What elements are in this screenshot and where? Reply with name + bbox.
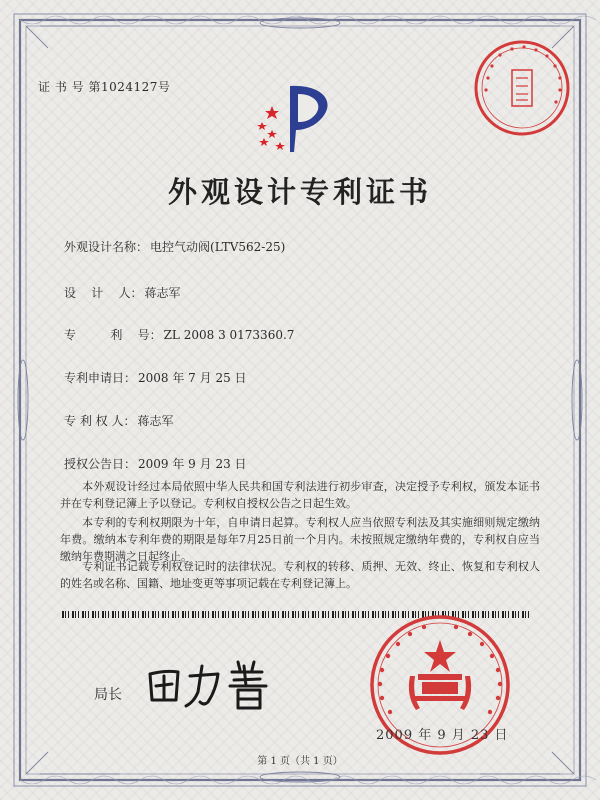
barcode-bar (202, 611, 204, 618)
barcode-bar (128, 611, 129, 618)
barcode-bar (288, 611, 289, 618)
patent-office-logo (250, 78, 345, 158)
barcode-bar (152, 611, 154, 618)
barcode-bar (238, 611, 239, 618)
barcode-bar (338, 611, 339, 618)
field-value: 电控气动阀(LTV562-25) (150, 240, 286, 254)
barcode-bar (245, 611, 246, 618)
barcode-bar (225, 611, 226, 618)
barcode-bar (138, 611, 139, 618)
barcode-bar (162, 611, 164, 618)
field-value: 蒋志军 (137, 414, 174, 428)
field-value: 蒋志军 (144, 286, 181, 300)
barcode-bar (235, 611, 236, 618)
barcode-bar (125, 611, 126, 618)
barcode-bar (315, 611, 316, 618)
barcode-bar (308, 611, 309, 618)
barcode-bar (188, 611, 189, 618)
certificate-number (38, 78, 170, 95)
field-label: 设 计 人： (64, 286, 143, 300)
barcode-bar (208, 611, 209, 618)
barcode-bar (85, 611, 86, 618)
barcode-bar (305, 611, 306, 618)
certificate-title: 外观设计专利证书 (167, 175, 432, 209)
field-label: 专利申请日： (64, 371, 137, 385)
barcode-bar (255, 611, 256, 618)
barcode-bar (192, 611, 194, 618)
barcode-bar (82, 611, 84, 618)
barcode-bar (352, 611, 354, 618)
barcode-bar (165, 611, 166, 618)
barcode-bar (78, 611, 79, 618)
barcode-bar (198, 611, 199, 618)
barcode-bar (342, 611, 344, 618)
barcode-bar (265, 611, 266, 618)
field-patent-number (64, 326, 294, 343)
field-value: 2008 年 7 月 25 日 (138, 371, 247, 385)
barcode-bar (325, 611, 326, 618)
barcode-bar (335, 611, 336, 618)
field-patentee (64, 412, 173, 429)
paragraph-text: 本外观设计经过本局依照中华人民共和国专利法进行初步审查，决定授予专利权，颁发本证书并在专利登记簿上予以登记。专利权自授权公告之日起生效。 (60, 480, 540, 510)
agency-seal (472, 38, 572, 138)
body-paragraph-register (60, 558, 540, 592)
barcode-bar (318, 611, 319, 618)
barcode-bar (108, 611, 109, 618)
barcode-bar (525, 611, 526, 618)
barcode-bar (295, 611, 296, 618)
field-label: 专 利 号： (64, 328, 162, 342)
barcode-bar (248, 611, 249, 618)
director-signature (142, 652, 282, 712)
field-designer (64, 284, 181, 301)
field-label: 授权公告日： (64, 457, 137, 471)
barcode-bar (155, 611, 156, 618)
barcode-bar (285, 611, 286, 618)
barcode-bar (215, 611, 216, 618)
barcode-bar (228, 611, 229, 618)
barcode-bar (185, 611, 186, 618)
body-paragraph-grant (60, 478, 540, 512)
barcode-bar (355, 611, 356, 618)
barcode-bar (272, 611, 274, 618)
field-application-date (64, 369, 247, 386)
barcode-bar (105, 611, 106, 618)
barcode-bar (258, 611, 259, 618)
barcode-bar (195, 611, 196, 618)
barcode-bar (212, 611, 214, 618)
page-footer: 第 1 页（共 1 页） (257, 756, 343, 767)
barcode-bar (328, 611, 329, 618)
certificate-number-label: 证 书 号 (38, 80, 85, 94)
paragraph-text: 本专利的专利权期限为十年，自申请日起算。专利权人应当依照专利法及其实施细则规定缴纳年费。缴纳本专利年费的期限是每年7月25日前一个月内。未按照规定缴纳年费的，专利权自应当缴纳年费期满之日起终止。 (60, 516, 540, 563)
barcode-bar (218, 611, 219, 618)
barcode-bar (348, 611, 349, 618)
barcode-bar (278, 611, 279, 618)
barcode-bar (345, 611, 346, 618)
field-design-name (64, 238, 285, 255)
field-value: ZL 2008 3 0173360.7 (163, 328, 295, 342)
barcode-bar (275, 611, 276, 618)
barcode-bar (142, 611, 144, 618)
barcode-bar (62, 611, 64, 618)
issue-date: 2009 年 9 月 23 日 (376, 728, 509, 743)
barcode-bar (72, 611, 74, 618)
barcode-bar (182, 611, 184, 618)
field-value: 2009 年 9 月 23 日 (138, 457, 247, 471)
barcode-bar (92, 611, 94, 618)
barcode-bar (282, 611, 284, 618)
barcode-bar (242, 611, 244, 618)
barcode-bar (268, 611, 269, 618)
barcode-bar (322, 611, 324, 618)
barcode-bar (302, 611, 304, 618)
barcode-bar (158, 611, 159, 618)
barcode-bar (522, 611, 524, 618)
barcode-bar (75, 611, 76, 618)
barcode-bar (95, 611, 96, 618)
barcode-bar (88, 611, 89, 618)
field-grant-date (64, 455, 247, 472)
barcode-bar (115, 611, 116, 618)
director-label: 局长 (94, 687, 122, 703)
barcode-bar (145, 611, 146, 618)
barcode-bar (132, 611, 134, 618)
barcode-bar (312, 611, 314, 618)
barcode-bar (112, 611, 114, 618)
barcode-bar (292, 611, 294, 618)
barcode-bar (102, 611, 104, 618)
barcode-bar (135, 611, 136, 618)
barcode-bar (65, 611, 66, 618)
barcode-bar (332, 611, 334, 618)
field-label: 专 利 权 人： (64, 414, 136, 428)
barcode-bar (205, 611, 206, 618)
barcode-bar (358, 611, 359, 618)
barcode-bar (222, 611, 224, 618)
barcode-bar (232, 611, 234, 618)
barcode-bar (262, 611, 264, 618)
barcode-bar (178, 611, 179, 618)
field-label: 外观设计名称： (64, 240, 149, 254)
barcode-bar (175, 611, 176, 618)
barcode-bar (122, 611, 124, 618)
barcode-bar (168, 611, 169, 618)
certificate-number-value: 第1024127号 (88, 80, 171, 94)
barcode-bar (98, 611, 99, 618)
barcode-bar (252, 611, 254, 618)
barcode-bar (118, 611, 119, 618)
barcode-bar (528, 611, 529, 618)
barcode-bar (172, 611, 174, 618)
barcode-bar (298, 611, 299, 618)
barcode-bar (148, 611, 149, 618)
barcode-bar (68, 611, 69, 618)
paragraph-text: 专利证书记载专利权登记时的法律状况。专利权的转移、质押、无效、终止、恢复和专利权人的姓名或名称、国籍、地址变更等事项记载在专利登记簿上。 (60, 560, 540, 590)
